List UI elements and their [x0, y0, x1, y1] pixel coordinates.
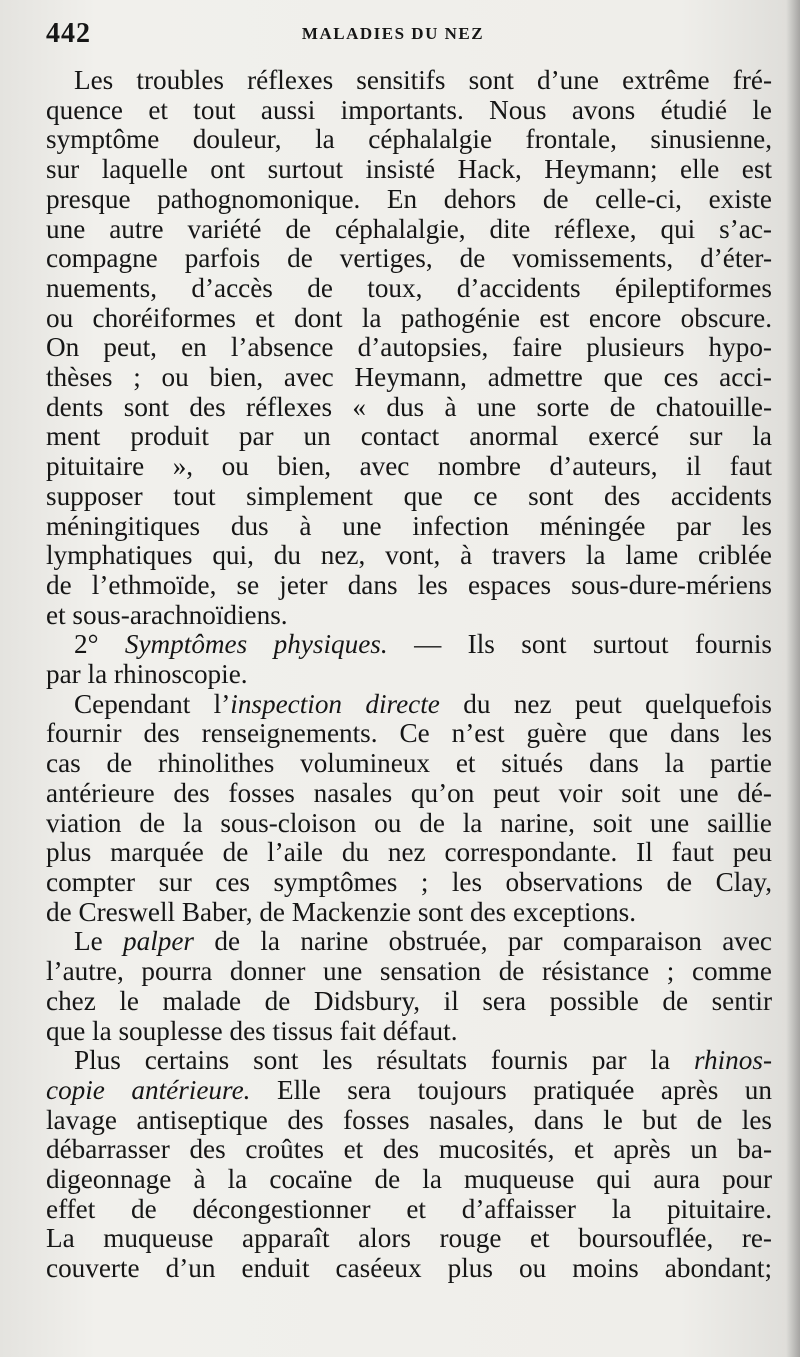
text-run: Elle sera toujours pratiquée après un — [250, 1074, 772, 1105]
text-line: et sous-arachnoïdiens. — [46, 599, 288, 630]
text-run: 2° — [74, 629, 125, 660]
text-line: de Creswell Baber, de Mackenzie sont des exceptions. — [46, 896, 637, 927]
text-line: par la rhinoscopie. — [46, 659, 248, 690]
text-line — [46, 1076, 772, 1106]
italic-term: copie antérieure. — [46, 1074, 251, 1105]
text-line: viation de la sous-cloison ou de la narine, soit une saillie — [46, 807, 772, 838]
text-line: dents sont des réflexes « dus à une sorte de chatouille- — [46, 391, 772, 422]
text-line: débarrasser des croûtes et des mucosités, et après un ba- — [46, 1134, 772, 1165]
text-line: presque pathognomonique. En dehors de celle-ci, existe — [46, 183, 772, 214]
text-line: digeonnage à la cocaïne de la muqueuse qui aura pour — [46, 1164, 772, 1195]
italic-term: Symptômes physiques. — [124, 629, 388, 660]
text-run: Le — [74, 926, 124, 957]
page-gutter-shadow — [786, 0, 800, 1357]
text-line — [46, 1046, 772, 1076]
text-line: ment produit par un contact anormal exercé sur la — [46, 421, 772, 452]
text-line: compter sur ces symptômes ; les observations de Clay, — [46, 866, 772, 897]
text-line: fournir des renseignements. Ce n’est guère que dans les — [46, 718, 772, 749]
italic-term: rhinos- — [693, 1045, 772, 1076]
text-line: l’autre, pourra donner une sensation de résistance ; comme — [46, 956, 772, 987]
text-line: compagne parfois de vertiges, de vomissements, d’éter- — [46, 243, 772, 274]
text-line — [46, 630, 772, 660]
text-line: antérieure des fosses nasales qu’on peut voir soit une dé- — [46, 777, 772, 808]
text-run: — Ils sont surtout fournis — [387, 629, 772, 660]
text-run: Plus certains sont les résultats fournis par la — [74, 1045, 694, 1076]
text-line: effet de décongestionner et d’affaisser la pituitaire. — [46, 1193, 772, 1224]
text-line: méningitiques dus à une infection méningée par les — [46, 510, 772, 541]
text-line — [46, 690, 772, 720]
text-line: pituitaire », ou bien, avec nombre d’auteurs, il faut — [46, 451, 772, 482]
text-line: ou choréiformes et dont la pathogénie est encore obscure. — [46, 302, 772, 333]
text-run: de la narine obstruée, par comparaison avec — [194, 926, 772, 957]
running-head: MALADIES DU NEZ — [301, 24, 485, 43]
text-run: du nez peut quelquefois — [439, 688, 772, 719]
page-header — [46, 18, 740, 50]
text-line — [46, 927, 772, 957]
italic-term: palper — [123, 926, 195, 957]
text-line: thèses ; ou bien, avec Heymann, admettre que ces acci- — [46, 362, 772, 393]
text-line: de l’ethmoïde, se jeter dans les espaces sous-dure-mériens — [46, 569, 772, 600]
text-line: On peut, en l’absence d’autopsies, faire plusieurs hypo- — [46, 332, 772, 363]
text-line: sur laquelle ont surtout insisté Hack, Heymann; elle est — [46, 154, 772, 185]
text-line: supposer tout simplement que ce sont des accidents — [46, 480, 772, 511]
text-line: couverte d’un enduit caséeux plus ou moins abondant; — [46, 1253, 772, 1284]
page-number: 442 — [46, 18, 91, 49]
text-line: que la souplesse des tissus fait défaut. — [46, 1015, 458, 1046]
text-line: lavage antiseptique des fosses nasales, dans le but de les — [46, 1104, 772, 1135]
text-line: Les troubles réflexes sensitifs sont d’une extrême fré- — [74, 65, 772, 95]
text-line: chez le malade de Didsbury, il sera possible de sentir — [46, 985, 772, 1016]
text-line: symptôme douleur, la céphalalgie frontale, sinusienne, — [46, 124, 772, 155]
text-line: plus marquée de l’aile du nez correspondante. Il faut peu — [46, 837, 772, 868]
italic-term: inspection directe — [230, 688, 440, 719]
text-run: Cependant l’ — [74, 688, 231, 719]
text-line: une autre variété de céphalalgie, dite réflexe, qui s’ac- — [46, 213, 772, 244]
text-line: quence et tout aussi importants. Nous avons étudié le — [46, 94, 772, 125]
body-text — [46, 66, 772, 1284]
text-line: La muqueuse apparaît alors rouge et boursouflée, re- — [46, 1223, 772, 1254]
text-line: nuements, d’accès de toux, d’accidents épileptiformes — [46, 272, 772, 303]
text-line: cas de rhinolithes volumineux et situés dans la partie — [46, 748, 772, 779]
text-line: lymphatiques qui, du nez, vont, à travers la lame criblée — [46, 540, 772, 571]
